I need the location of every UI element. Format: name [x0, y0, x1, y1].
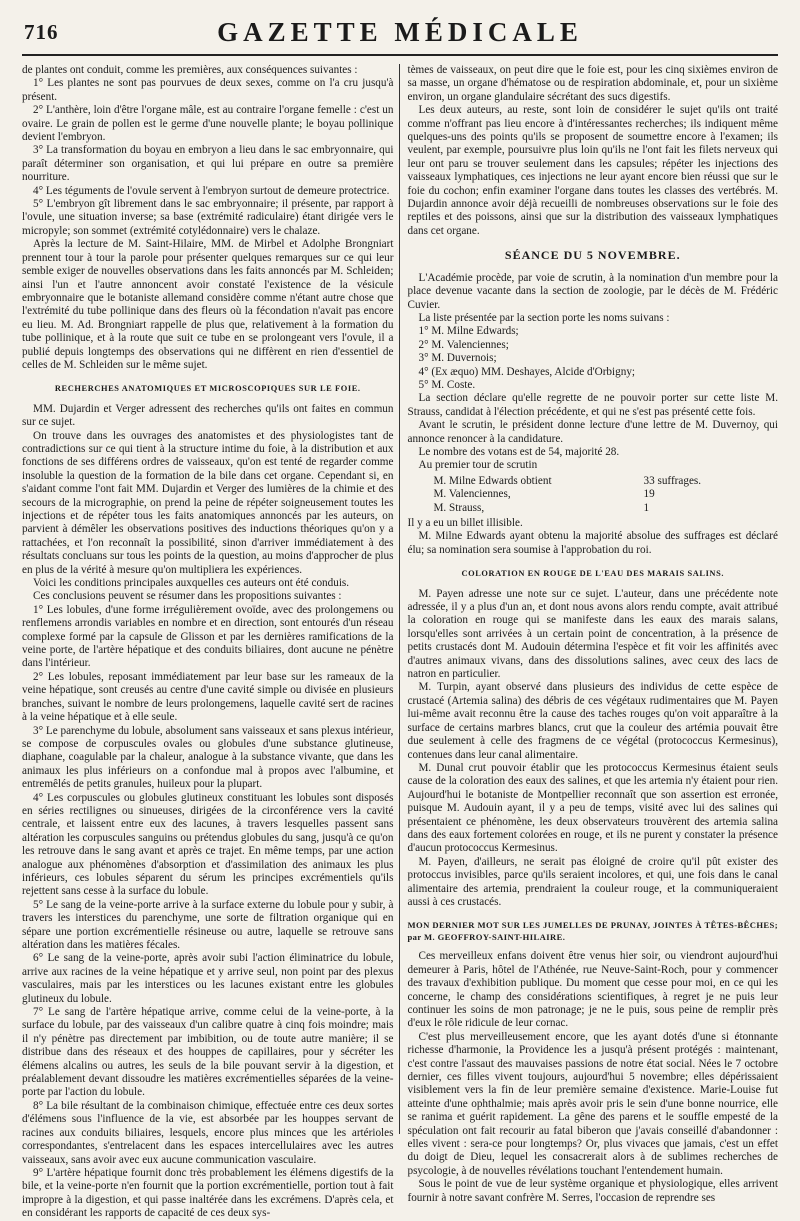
paragraph: L'Académie procède, par voie de scrutin, à la nomination d'un membre pour la place devenue vacante dans la section de zoologie, par le décès de M. Frédéric Cuvier.: [407, 271, 778, 311]
left-column: [22, 64, 399, 1220]
seance-title: SÉANCE DU 5 NOVEMBRE.: [504, 248, 681, 263]
paragraph: MM. Dujardin et Verger adressent des recherches qu'ils ont faites en commun sur ce sujet.: [22, 402, 394, 429]
paragraph: Au premier tour de scrutin: [418, 459, 538, 472]
paragraph: Le nombre des votans est de 54, majorité 28.: [418, 445, 620, 458]
vote-row: [407, 488, 778, 501]
paragraph: Avant le scrutin, le président donne lecture d'une lettre de M. Duvernoy, qui annonce renoncer à la candidature.: [407, 419, 778, 445]
paragraph: M. Milne Edwards ayant obtenu la majorité absolue des suffrages est déclaré élu; sa nomination sera soumise à l'approbation du roi.: [407, 530, 778, 556]
page-number: 716: [24, 20, 59, 44]
paragraph: C'est plus merveilleusement encore, que les ayant dotés d'une si étonnante richesse d'harmonie, la Providence les a jusqu'à présent protégés : maintenant, c'est contre l'assaut des mauvaises passions de notre état social. Nées le 7 octobre dernier, ces filles vivent toujours, aujourd'hui 5 novembre; elles dépérissaient visiblement vers la fin de leur première semaine d'existence. Marie-Louise fut atteinte d'une ophthalmie; mais après avoir pris le sein d'une bonne nourrice, elle se ranima et guérit rapidement. La gêne des parens et le souffle empesté de la spéculation ont fait recourir au fatal biberon que j'avais conseillé d'abandonner : elles vivent : sera-ce pour longtemps? Or, plus vivaces que jamais, c'est un effet du doigt de Dieu, lequel les consacrerait alors à de sublimes recherches de psycologie, à de nouvelles révélations touchant l'entendement humain.: [407, 1030, 778, 1177]
paragraph: 4° Les corpuscules ou globules glutineux constituant les lobules sont disposés en séries rectilignes ou sinueuses, dirigées de la circonférence vers la cavité centrale, et laissent entre eux des lacunes, à travers lesquelles passent sans altération les corpuscules sanguins ou prétendus globules du sang, jusqu'à ce qu'on les retrouve dans le sang avant et après ce trajet. En même temps, par une action analogue aux phénomènes d'absorption et d'assimilation des animaux les plus inférieurs, ces lobules séparent du sérum les principes excrémentiels qu'ils rejettent sans cesse à la surface du lobule.: [22, 791, 394, 898]
paragraph: 8° La bile résultant de la combinaison chimique, effectuée entre ces deux sortes d'élémens sous l'influence de la vie, est absorbée par les houppes servant de racines aux conduits biliaires, lesquels, encore plus minces que les artérioles correspondantes, s'entrelacent dans les espaces intercellulaires avec les autres vaisseaux, sans avoir avec eux aucune communication vasculaire.: [22, 1099, 394, 1166]
right-column: [400, 64, 778, 1204]
section-title-liver: RECHERCHES ANATOMIQUES ET MICROSCOPIQUES SUR LE FOIE.: [54, 384, 361, 394]
paragraph: 1° Les plantes ne sont pas pourvues de deux sexes, comme on l'a cru jusqu'à présent.: [22, 77, 394, 103]
paragraph: M. Turpin, ayant observé dans plusieurs des individus de cette espèce de crustacé (Artemia salina) des débris de ces végétaux rudimentaires que M. Payen lui-même avait reconnu être la cause des taches rouges qu'on voit apparaître à la surface de certains marbres blancs, crut que la couleur des artémia pouvait être due seulement à celle des fragmens de ce végétal (protococcus Kermesinus), contenues dans leur canal alimentaire.: [407, 681, 778, 761]
vote-name: M. Milne Edwards obtient: [433, 474, 552, 487]
vote-count: 1: [643, 501, 650, 514]
list-item: 4° (Ex æquo) MM. Deshayes, Alcide d'Orbigny;: [418, 365, 636, 378]
candidate-list: [407, 325, 778, 392]
paragraph: 6° Le sang de la veine-porte, après avoir subi l'action éliminatrice du lobule, arrive aux racines de la veine hépatique et y arrive seul, non point par des plexus vasculaires, mais par les interstices ou les lacunes existant entre les globules glutineux du lobule.: [22, 952, 394, 1005]
paragraph: Après la lecture de M. Saint-Hilaire, MM. de Mirbel et Adolphe Brongniart prennent tour à tour la parole pour présenter quelques remarques sur ce qui leur semble exiger de nouvelles observations dans les faits annoncés par M. Schleiden; ainsi l'un et l'autre annoncent avoir constaté l'existence de la vésicule embryonnaire que le botaniste allemand considère comme n'étant autre chose que l'extrémité du tube pollinique dans des fleurs où la fécondation n'avait pas encore eu lieu. M. Ad. Brongniart rappelle de plus que, relativement à la formation du tube pollinique, et à la route que suit ce tube en se prolongeant vers l'ovule, il a publié depuis longtemps des observations qui ne diffèrent en rien d'essentiel de celles de M. Schleiden sur le même sujet.: [22, 238, 394, 371]
section-title-twins: MON DERNIER MOT SUR LES JUMELLES DE PRUNAY, JOINTES À TÊTES-BÊCHES; par M. GEOFFROY-SAINT-HILAIRE.: [407, 920, 778, 943]
paragraph: On trouve dans les ouvrages des anatomistes et des physiologistes tant de contradictions sur ce qui tient à la structure intime du foie, à la distribution et aux fonctions de ses différens ordres de vaisseaux, qu'on est tenté de regarder comme insoluble la question de la formation de la bile dans cet organe. Cependant si, en s'aidant comme l'ont fait MM. Dujardin et Verger des lumières de la chimie et des secours de la micrographie, on prend la peine de répéter soigneusement toutes les injections et de répéter tous les faits anatomiques annoncés par les auteurs, on parvient à démêler les observations positives des inductions théoriques qu'on y a rattachées, et l'on reconnaît la possibilité, sinon d'arriver immédiatement à des résultats concluans sur tous les points de la question, au moins d'approcher de plus en plus de la vérité à mesure qu'on multipliera les expériences.: [22, 429, 394, 576]
paragraph: Sous le point de vue de leur système organique et physiologique, elles arrivent fournir à notre savant confrère M. Serres, l'occasion de reprendre ses: [407, 1178, 778, 1204]
paragraph: 7° Le sang de l'artère hépatique arrive, comme celui de la veine-porte, à la surface du lobule, par des vaisseaux d'un calibre quatre à cinq fois moindre; mais il n'y pénètre pas directement par imbibition, ou de toute autre manière; il se distribue dans des réseaux et des houppes de capillaires, pour y sécréter les élémens alcalins ou autres, les seuls de la bile pouvant servir à la digestion, et préalablement devant dissoudre les matières excrémentielles séparées de la veine-porte par l'action du lobule.: [22, 1006, 394, 1099]
list-item: 5° M. Coste.: [418, 378, 476, 391]
vote-name: M. Strauss,: [433, 501, 485, 514]
paragraph: Les deux auteurs, au reste, sont loin de considérer le sujet qu'ils ont traité comme n'offrant pas lieu encore à d'intéressantes recherches; ils indiquent même quelques-uns des points qu'ils se proposent de soumettre encore à l'examen; ils veulent, par exemple, poursuivre plus loin qu'ils ne l'ont fait les filets nerveux qui leur ont paru se trouver seulement dans les capsules; répéter les injections des vaisseaux lymphatiques, ces injections ne leur ayant encore bien réussi que sur le foie du cochon; enfin examiner l'organe dans toutes les classes des vertébrés. M. Dujardin annonce avoir déjà recueilli de nombreuses observations sur le foie des reptiles et des poissons, ainsi que sur la distribution des vaisseaux lymphatiques dans cet organe.: [407, 104, 778, 237]
vote-count: 19: [643, 488, 655, 501]
list-item: 1° M. Milne Edwards;: [418, 325, 519, 338]
vote-results: [407, 475, 778, 515]
paragraph: 5° Le sang de la veine-porte arrive à la surface externe du lobule pour y subir, à travers les interstices du parenchyme, une sorte de filtration organique qui en sépare une portion excrémentielle résineuse ou autre, laquelle se retrouve sans altération dans les matières fécales.: [22, 898, 394, 951]
paragraph: 3° Le parenchyme du lobule, absolument sans vaisseaux et sans plexus intérieur, se compose de corpuscules ovales ou globules d'une substance glutineuse, diaphane, coagulable par la chaleur, analogue à la substance vivante, que dans les animaux les plus inférieurs on a confondue mal à propos avec l'albumine, et entremêlés de petits granules, huileux pour la plupart.: [22, 724, 394, 791]
paragraph: Ces conclusions peuvent se résumer dans les propositions suivantes :: [33, 590, 342, 603]
journal-title: GAZETTE MÉDICALE: [217, 17, 583, 47]
vote-name: M. Valenciennes,: [433, 488, 511, 501]
vote-row: [407, 502, 778, 515]
paragraph: La section déclare qu'elle regrette de ne pouvoir porter sur cette liste M. Strauss, candidat à l'élection précédente, et qui ne s'est pas présenté cette fois.: [407, 392, 778, 418]
vote-row: [407, 475, 778, 488]
page-header: [22, 14, 778, 56]
vote-count: 33 suffrages.: [643, 474, 702, 487]
list-item: 3° M. Duvernois;: [418, 352, 497, 365]
article-columns: [22, 64, 778, 1220]
paragraph: 3° La transformation du boyau en embryon a lieu dans le sac embryonnaire, qui paraît déterminer son organisation, et qui lui prépare en outre sa première nourriture.: [22, 144, 394, 184]
paragraph: M. Payen, d'ailleurs, ne serait pas éloigné de croire qu'il pût exister des protoccus invisibles, parce qu'ils seraient incolores, et qui, une fois dans le canal alimentaire des artemia, prendraient la couleur rouge, et la communiqueraient aussi à ces crustacés.: [407, 855, 778, 908]
paragraph: La liste présentée par la section porte les noms suivans :: [418, 311, 670, 324]
section-title-salt-marsh: COLORATION EN ROUGE DE L'EAU DES MARAIS SALINS.: [461, 569, 725, 579]
paragraph: M. Payen adresse une note sur ce sujet. L'auteur, dans une précédente note adressée, il y a plus d'un an, et dont nous avons alors rendu compte, avait attribué la coloration en rouge qui se manifeste dans les eaux des marais salans, lorsqu'elles sont arrivées à un certain point de concentration, à la présence de petits crustacés dont M. Audouin détermina l'espèce et fit voir les affinités avec d'autres animaux vivans, dans des dissolutions salines, avec ceux des lacs de natron en particulier.: [407, 587, 778, 681]
paragraph: 2° Les lobules, reposant immédiatement par leur base sur les rameaux de la veine hépatique, sont creusés au centre d'une cavité simple ou divisée en plusieurs branches, suivant le nombre de leurs prolongemens, laquelle cavité sert de racines à la veine hépatique et à elle seule.: [22, 670, 394, 724]
paragraph: Il y a eu un billet illisible.: [407, 517, 523, 529]
paragraph: 5° L'embryon gît librement dans le sac embryonnaire; il présente, par rapport à l'ovule, une situation inverse; sa base (extrémité radiculaire) étant dirigée vers le micropyle; son sommet (extrémité cotylédonnaire) vers le chalaze.: [22, 198, 394, 237]
paragraph: 4° Les téguments de l'ovule servent à l'embryon surtout de demeure protectrice.: [33, 184, 390, 197]
paragraph: Ces merveilleux enfans doivent être venus hier soir, ou viendront aujourd'hui demeurer à Paris, hôtel de l'Athénée, rue Neuve-Saint-Roch, pour y commencer des travaux d'exhibition publique. Du moment que cesse pour moi, en ce qui les concerne, le champ des considérations scientifiques, à regret je ne puis leur continuer les soins de mon patronage; je ne le puis, sous peine de remplir près d'eux le rôle ridicule de leur cornac.: [407, 950, 778, 1030]
paragraph: 2° L'anthère, loin d'être l'organe mâle, est au contraire l'organe femelle : c'est un ovaire. Le grain de pollen est le germe d'une nouvelle plante; le boyau pollinique devient l'embryon.: [22, 104, 394, 144]
paragraph: 9° L'artère hépatique fournit donc très probablement les élémens digestifs de la bile, et la veine-porte n'en fournit que la portion excrémentielle, portion tout à fait impropre à la digestion, et qui passe inaltérée dans les excrémens. D'après cela, et en considérant les rapports de capacité de ces deux sys-: [22, 1166, 394, 1220]
paragraph: 1° Les lobules, d'une forme irrégulièrement ovoïde, avec des prolongemens ou renflemens arrondis variables en nombre et en direction, sont entourés d'un réseau complexe formé par la capsule de Glisson et par les dernières ramifications de la veine porte, de l'artère hépatique et des conduits biliaires, dont aucune ne pénètre dans l'intérieur.: [22, 603, 394, 670]
paragraph: M. Dunal crut pouvoir établir que les protococcus Kermesinus étaient seuls cause de la coloration des eaux des salines, et que les artemia n'y étaient pour rien. Aujourd'hui le botaniste de Montpellier reconnaît que son assertion est erronée, puisque M. Audouin ayant, il y a peu de temps, visité avec lui des salines qui présentaient ce phénomène, les deux observateurs trouvèrent des artemia salina dans des eaux fortement colorées en rouge, et ils ne purent y constater la présence d'aucun protococcus Kermesinus.: [407, 761, 778, 855]
list-item: 2° M. Valenciennes;: [418, 338, 509, 351]
paragraph: tèmes de vaisseaux, on peut dire que le foie est, pour les cinq sixièmes environ de sa masse, un organe d'hématose ou de respiration abdominale, et, pour un sixième environ, un organe glandulaire sécrétant des sucs digestifs.: [407, 64, 778, 103]
paragraph: de plantes ont conduit, comme les premières, aux conséquences suivantes :: [22, 64, 358, 76]
paragraph: Voici les conditions principales auxquelles ces auteurs ont été conduis.: [33, 577, 350, 590]
